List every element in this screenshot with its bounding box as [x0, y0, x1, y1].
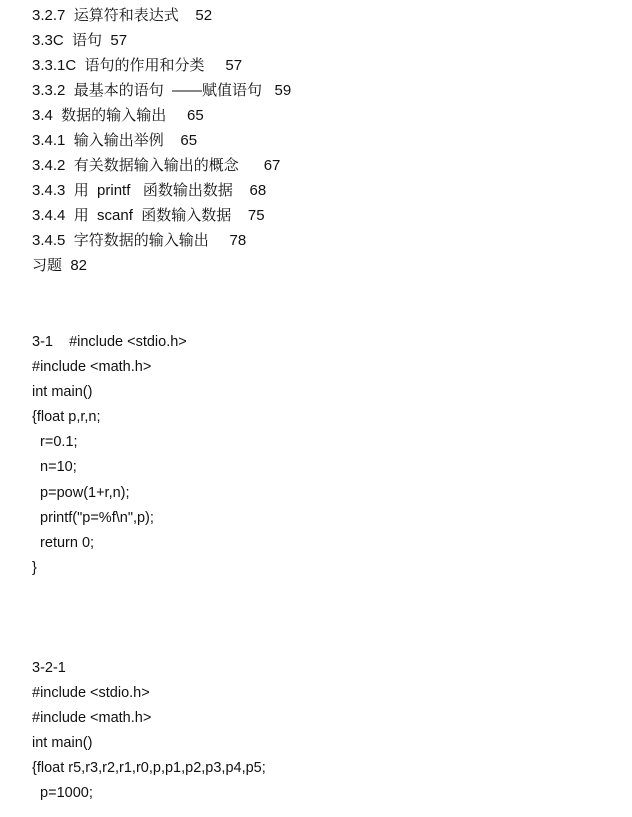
code-line: n=10; — [32, 459, 77, 476]
toc-entry: 3.3.2 最基本的语句 ——赋值语句 59 — [32, 82, 292, 99]
code-line: p=pow(1+r,n); — [32, 484, 130, 501]
toc-entry: 3.4.1 输入输出举例 65 — [32, 132, 198, 149]
code-line: p=1000; — [32, 785, 93, 802]
code-line: } — [32, 559, 37, 576]
code-line: #include <math.h> — [32, 710, 152, 727]
code-line: #include <math.h> — [32, 359, 152, 376]
code-line: int main() — [32, 735, 93, 752]
toc-entry: 3.4 数据的输入输出 65 — [32, 107, 204, 124]
toc-entry: 3.4.3 用 printf 函数输出数据 68 — [32, 182, 267, 199]
code-line: {float p,r,n; — [32, 409, 101, 426]
toc-entry: 习题 82 — [32, 257, 88, 274]
code-line: #include <stdio.h> — [32, 685, 150, 702]
code-line: {float r5,r3,r2,r1,r0,p,p1,p2,p3,p4,p5; — [32, 760, 266, 777]
toc-entry: 3.3.1C 语句的作用和分类 57 — [32, 57, 243, 74]
code-line: 3-2-1 — [32, 660, 66, 676]
code-line: 3-1 #include <stdio.h> — [32, 334, 187, 350]
toc-entry: 3.3C 语句 57 — [32, 32, 128, 49]
code-line: r=0.1; — [32, 434, 78, 451]
toc-entry: 3.4.5 字符数据的输入输出 78 — [32, 232, 247, 249]
code-listing-3-2-1 — [32, 657, 266, 808]
toc-entry: 3.2.7 运算符和表达式 52 — [32, 7, 213, 24]
toc-entry: 3.4.4 用 scanf 函数输入数据 75 — [32, 207, 265, 224]
code-line: return 0; — [32, 534, 95, 551]
code-listing-3-1 — [32, 331, 187, 582]
toc-entry: 3.4.2 有关数据输入输出的概念 67 — [32, 157, 281, 174]
code-line: int main() — [32, 384, 93, 401]
table-of-contents — [32, 5, 291, 280]
code-line: printf("p=%f\n",p); — [32, 509, 154, 526]
